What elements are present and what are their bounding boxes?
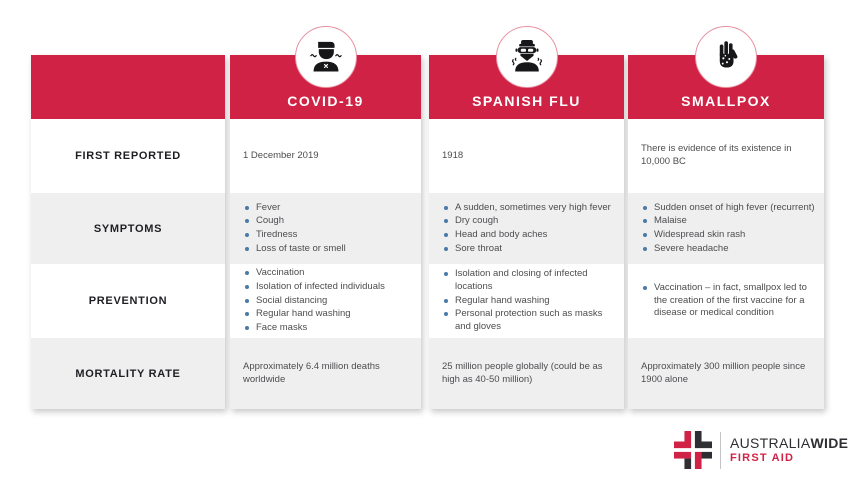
bullet-item xyxy=(243,295,416,308)
bullet-text: Isolation and closing of infected locations xyxy=(455,268,588,292)
labels-header-bar xyxy=(31,55,225,119)
covid19-symptoms-cell xyxy=(230,193,421,264)
bullet-text: Vaccination xyxy=(256,267,305,279)
australia-wide-first-aid-logo xyxy=(674,431,848,469)
bullet-text: Face masks xyxy=(256,322,308,334)
covid19-first-reported-cell xyxy=(230,119,421,193)
smallpox-first-reported-text: There is evidence of its existence in 10,000 BC xyxy=(641,143,792,167)
covid19-mortality-text: Approximately 6.4 million deaths worldwide xyxy=(243,360,380,385)
bullet-dot xyxy=(245,219,249,223)
bullet-item xyxy=(442,215,619,228)
covid19-prevention-cell xyxy=(230,264,421,338)
smallpox-icon-circle xyxy=(695,26,757,88)
covid19-title: COVID-19 xyxy=(287,93,364,109)
logo-text xyxy=(730,436,848,465)
row-label-mortality-rate: MORTALITY RATE xyxy=(31,338,225,409)
bullet-dot xyxy=(643,233,647,237)
bullet-item xyxy=(641,243,819,256)
bullet-text: Severe headache xyxy=(654,242,729,254)
first-aid-cross-icon xyxy=(674,431,712,469)
spanish-flu-mortality-text: 25 million people globally (could be as high as 40-50 million) xyxy=(442,360,603,385)
bullet-dot xyxy=(245,271,249,275)
bullet-item xyxy=(641,229,819,242)
bullet-item xyxy=(442,202,619,215)
logo-divider xyxy=(720,432,721,469)
smallpox-prevention-list xyxy=(641,281,819,321)
bullet-text: Fever xyxy=(256,201,281,213)
bullet-text: Social distancing xyxy=(256,294,328,306)
bullet-text: Sore throat xyxy=(455,242,502,254)
bullet-dot xyxy=(245,285,249,289)
bullet-dot xyxy=(245,233,249,237)
bullet-dot xyxy=(245,247,249,251)
bullet-dot xyxy=(643,286,647,290)
smallpox-symptoms-cell xyxy=(628,193,824,264)
brand-name xyxy=(730,436,848,451)
bullet-text: Malaise xyxy=(654,215,687,227)
masked-person-icon xyxy=(305,36,347,78)
smallpox-mortality-cell xyxy=(628,338,824,409)
smallpox-symptoms-list xyxy=(641,201,819,257)
pox-hand-icon xyxy=(705,36,747,78)
covid19-icon-circle xyxy=(295,26,357,88)
covid19-first-reported-text: 1 December 2019 xyxy=(243,149,319,161)
covid19-prevention-list xyxy=(243,266,416,336)
row-label-first-reported: FIRST REPORTED xyxy=(31,119,225,193)
bullet-item xyxy=(243,322,416,335)
bullet-dot xyxy=(245,326,249,330)
spanish-flu-icon-circle xyxy=(496,26,558,88)
bullet-dot xyxy=(444,247,448,251)
column-covid19 xyxy=(230,55,421,409)
bullet-item xyxy=(442,308,619,333)
bullet-item xyxy=(442,229,619,242)
bullet-dot xyxy=(245,299,249,303)
bullet-dot xyxy=(444,312,448,316)
bullet-text: Regular hand washing xyxy=(256,308,351,320)
bullet-item xyxy=(243,202,416,215)
bullet-item xyxy=(243,281,416,294)
spanish-flu-first-reported-cell xyxy=(429,119,624,193)
bullet-item xyxy=(243,243,416,256)
bullet-text: Vaccination – in fact, smallpox led to the creation of the first vaccine for a disease or medical condition xyxy=(654,281,807,319)
bullet-item xyxy=(641,282,819,320)
bullet-text: Tiredness xyxy=(256,229,298,240)
bullet-dot xyxy=(444,219,448,223)
bullet-text: A sudden, sometimes very high fever xyxy=(455,201,611,213)
bullet-item xyxy=(442,295,619,308)
spanish-flu-symptoms-list xyxy=(442,201,619,257)
bullet-text: Loss of taste or smell xyxy=(256,242,346,254)
brand-tagline: FIRST AID xyxy=(730,452,795,465)
bullet-text: Dry cough xyxy=(455,215,499,227)
row-label-symptoms: SYMPTOMS xyxy=(31,193,225,264)
spanish-flu-symptoms-cell xyxy=(429,193,624,264)
bullet-dot xyxy=(643,206,647,210)
spanish-flu-prevention-cell xyxy=(429,264,624,338)
sick-person-goggles-icon xyxy=(506,36,548,78)
bullet-dot xyxy=(444,233,448,237)
bullet-item xyxy=(641,202,819,215)
smallpox-title: SMALLPOX xyxy=(681,93,771,109)
bullet-text: Widespread skin rash xyxy=(654,229,746,240)
smallpox-prevention-cell xyxy=(628,264,824,338)
smallpox-first-reported-cell xyxy=(628,119,824,193)
bullet-dot xyxy=(444,299,448,303)
spanish-flu-title: SPANISH FLU xyxy=(472,93,581,109)
bullet-text: Sudden onset of high fever (recurrent) xyxy=(654,201,815,213)
bullet-dot xyxy=(444,206,448,210)
bullet-item xyxy=(243,308,416,321)
bullet-text: Cough xyxy=(256,215,284,227)
bullet-item xyxy=(243,267,416,280)
covid19-symptoms-list xyxy=(243,201,416,257)
bullet-text: Personal protection such as masks and gloves xyxy=(455,308,603,333)
smallpox-mortality-text: Approximately 300 million people since 1900 alone xyxy=(641,360,806,385)
bullet-text: Isolation of infected individuals xyxy=(256,280,385,292)
column-spanish-flu xyxy=(429,55,624,409)
spanish-flu-mortality-cell xyxy=(429,338,624,409)
brand-name-bold: WIDE xyxy=(810,434,849,451)
column-smallpox xyxy=(628,55,824,409)
bullet-item xyxy=(243,229,416,242)
bullet-item xyxy=(442,243,619,256)
bullet-dot xyxy=(643,247,647,251)
bullet-text: Head and body aches xyxy=(455,229,548,240)
bullet-item xyxy=(243,215,416,228)
brand-name-regular: AUSTRALIA xyxy=(730,434,811,451)
covid19-mortality-cell xyxy=(230,338,421,409)
bullet-dot xyxy=(245,312,249,316)
bullet-dot xyxy=(444,272,448,276)
spanish-flu-prevention-list xyxy=(442,267,619,335)
bullet-dot xyxy=(245,206,249,210)
row-label-prevention: PREVENTION xyxy=(31,264,225,338)
bullet-item xyxy=(641,215,819,228)
row-labels-column xyxy=(31,55,225,409)
spanish-flu-first-reported-text: 1918 xyxy=(442,149,464,161)
bullet-text: Regular hand washing xyxy=(455,294,550,306)
bullet-dot xyxy=(643,219,647,223)
bullet-item xyxy=(442,268,619,293)
